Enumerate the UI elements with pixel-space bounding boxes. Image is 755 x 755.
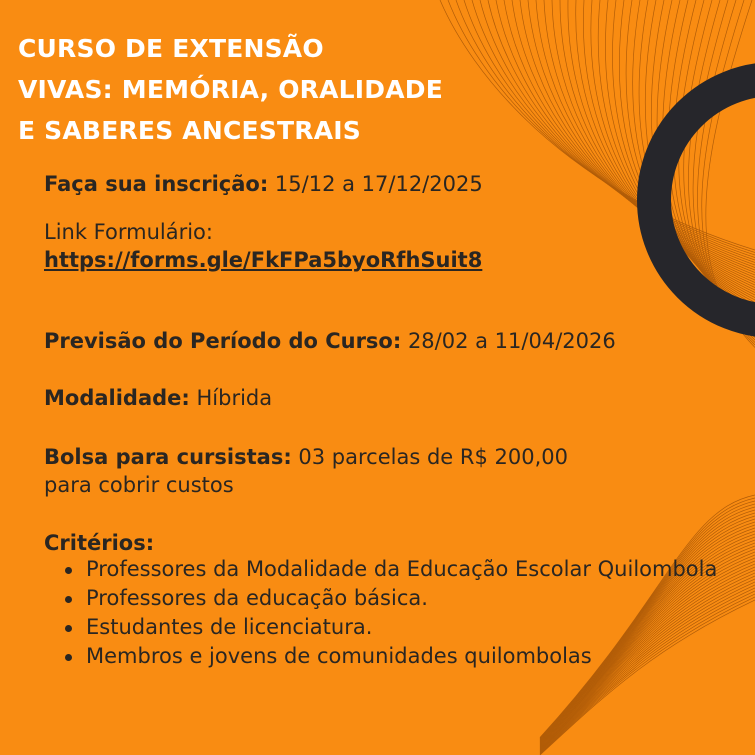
- criterios-label: Critérios:: [44, 531, 155, 555]
- title-line-1: CURSO DE EXTENSÃO: [18, 34, 324, 63]
- bolsa-value: 03 parcelas de R$ 200,00: [291, 445, 568, 469]
- criterio-item: Membros e jovens de comunidades quilombolas: [86, 644, 724, 669]
- periodo-row: [44, 327, 724, 355]
- inscricao-row: [44, 170, 724, 198]
- title-line-3: E SABERES ANCESTRAIS: [18, 116, 361, 145]
- criterios-list: [44, 557, 724, 669]
- course-info: [44, 170, 724, 673]
- inscricao-label: Faça sua inscrição:: [44, 172, 269, 196]
- criterio-item: Estudantes de licenciatura.: [86, 615, 724, 640]
- bolsa-value-continued: para cobrir custos: [44, 473, 234, 497]
- formulario-label: Link Formulário:: [44, 220, 213, 244]
- criterio-item: Professores da educação básica.: [86, 586, 724, 611]
- criterio-item: Professores da Modalidade da Educação Escolar Quilombola: [86, 557, 724, 582]
- periodo-dates: 28/02 a 11/04/2026: [401, 329, 616, 353]
- form-link[interactable]: https://forms.gle/FkFPa5byoRfhSuit8: [44, 248, 483, 272]
- modalidade-row: [44, 384, 724, 412]
- modalidade-label: Modalidade:: [44, 386, 190, 410]
- inscricao-dates: 15/12 a 17/12/2025: [268, 172, 483, 196]
- course-title: [18, 28, 443, 151]
- bolsa-row: [44, 443, 724, 471]
- title-line-2: VIVAS: MEMÓRIA, ORALIDADE: [18, 75, 444, 104]
- bolsa-label: Bolsa para cursistas:: [44, 445, 292, 469]
- periodo-label: Previsão do Período do Curso:: [44, 329, 402, 353]
- modalidade-value: Híbrida: [189, 386, 273, 410]
